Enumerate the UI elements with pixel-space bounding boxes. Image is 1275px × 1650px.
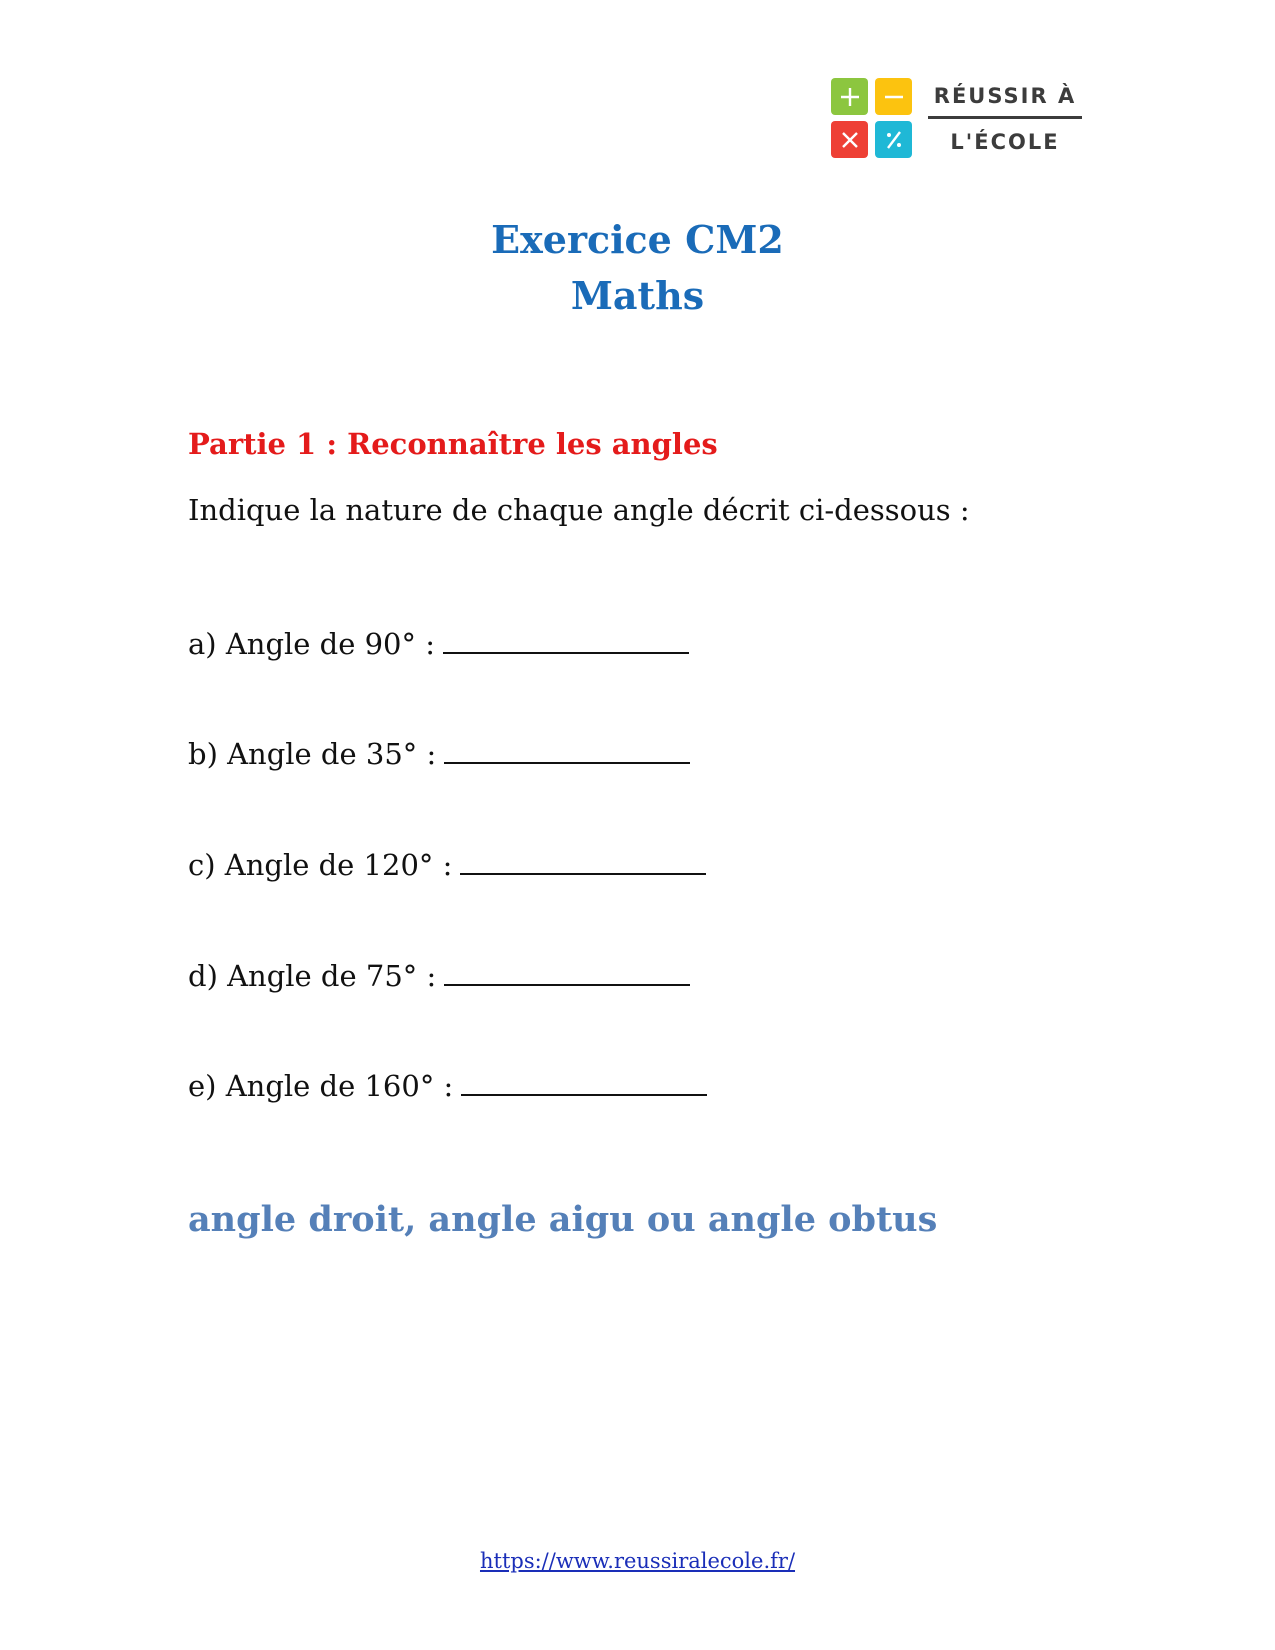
question-label: d) Angle de 75° : [188,959,437,993]
page-subtitle: Maths [570,273,705,318]
times-icon [831,121,868,158]
logo-wordmark [928,78,1082,160]
question-c [188,843,706,885]
question-b [188,732,690,774]
answer-blank[interactable] [461,1064,707,1096]
logo-line-1: RÉUSSIR À [933,84,1077,108]
page-title: Exercice CM2 [491,217,784,262]
answer-blank[interactable] [460,843,706,875]
plus-icon [831,78,868,115]
question-label: e) Angle de 160° : [188,1069,454,1103]
logo-divider [928,116,1082,119]
question-label: b) Angle de 35° : [188,737,437,771]
footer-link[interactable]: https://www.reussiralecole.fr/ [479,1549,796,1573]
question-d [188,954,690,996]
answer-blank[interactable] [444,954,690,986]
question-a [188,622,689,664]
word-bank: angle droit, angle aigu ou angle obtus [188,1199,938,1240]
question-e [188,1064,707,1106]
answer-blank[interactable] [443,622,689,654]
percent-icon [875,121,912,158]
minus-icon [875,78,912,115]
instruction-text: Indique la nature de chaque angle décrit ci-dessous : [188,493,970,527]
answer-blank[interactable] [444,732,690,764]
section-heading: Partie 1 : Reconnaître les angles [188,427,718,461]
question-label: a) Angle de 90° : [188,627,435,661]
question-label: c) Angle de 120° : [188,848,453,882]
logo-line-2: L'ÉCOLE [950,130,1060,154]
brand-logo [831,78,1081,160]
